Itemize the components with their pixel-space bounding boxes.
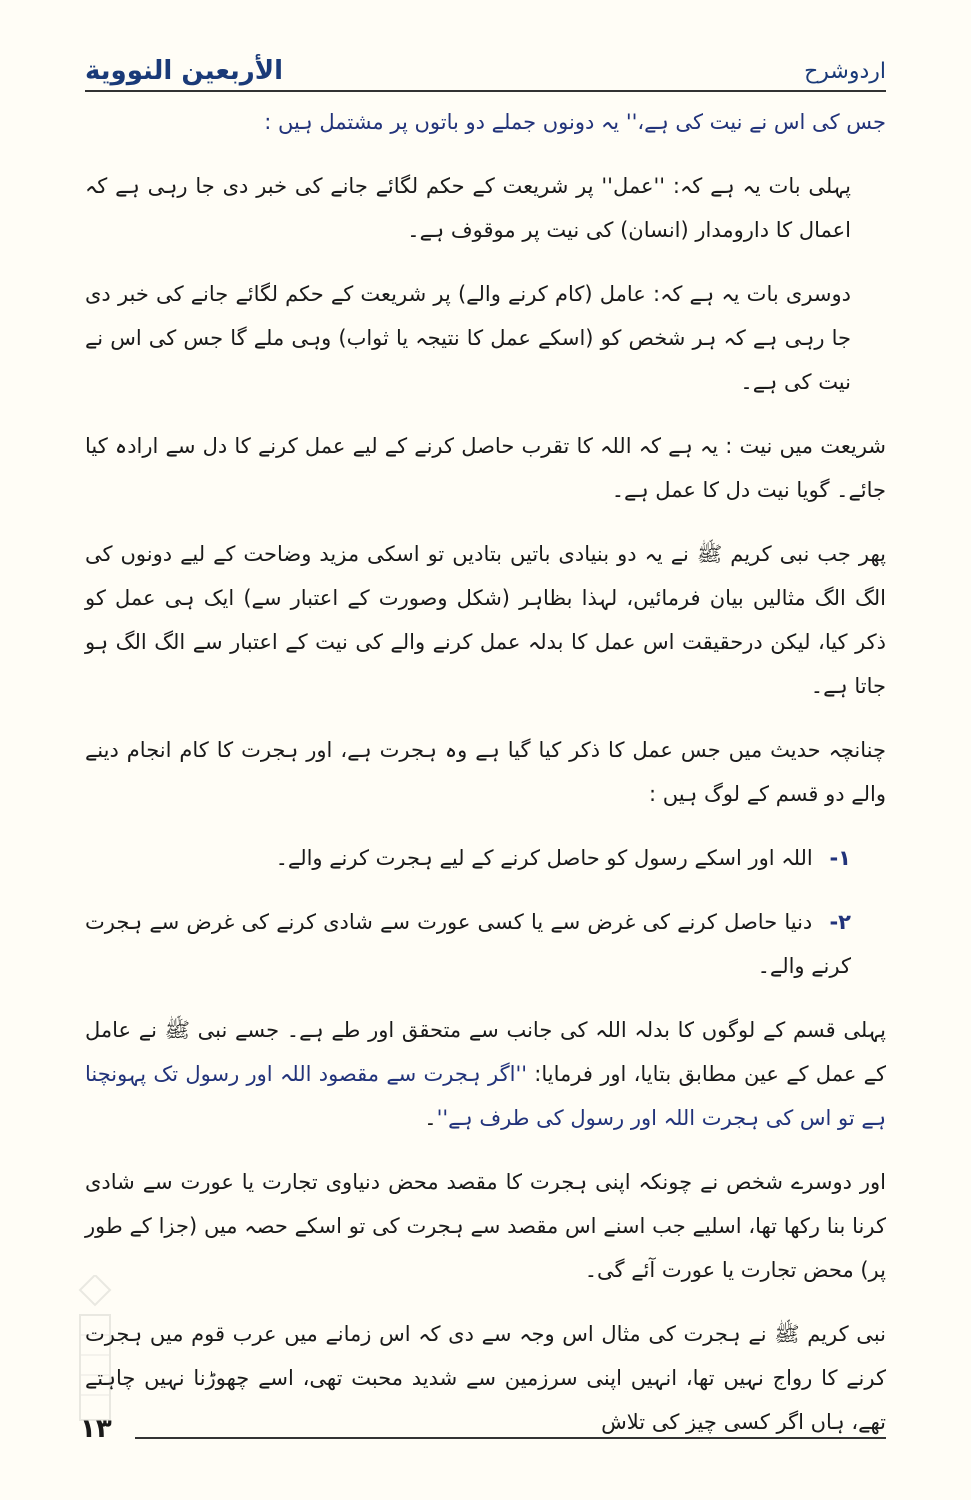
page-body (85, 100, 886, 1464)
page-number: ١٣ (80, 1414, 112, 1444)
footer-divider (135, 1437, 886, 1439)
paragraph-8: اور دوسرے شخص نے چونکہ اپنی ہجرت کا مقصد محض دنیاوی تجارت یا عورت سے شادی کرنا بنا رکھا تھا، اسلیے جب اسنے اس مقصد سے ہجرت کی تو اسکے حصہ میں (جزا کے طور پر) محض تجارت یا عورت آئے گی۔ (85, 1170, 886, 1282)
book-title: الأربعين النووية (85, 56, 284, 86)
list-item-2 (85, 900, 886, 988)
paragraph-3: دوسری بات یہ ہے کہ: عامل (کام کرنے والے) پر شریعت کے حکم لگائے جانے کی خبر دی جا رہی ہے کہ ہر شخص کو (اسکے عمل کا نتیجہ یا ثواب) وہی ملے گا جس کی اس نے نیت کی ہے۔ (85, 282, 851, 394)
paragraph-1: جس کی اس نے نیت کی ہے،'' یہ دونوں جملے دو باتوں پر مشتمل ہیں : (264, 110, 886, 134)
paragraph-2: پہلی بات یہ ہے کہ: ''عمل'' پر شریعت کے حکم لگائے جانے کی خبر دی جا رہی ہے کہ اعمال کا دارومدار (انسان) کی نیت پر موقوف ہے۔ (85, 174, 851, 242)
paragraph-4: شریعت میں نیت : یہ ہے کہ اللہ کا تقرب حاصل کرنے کے لیے عمل کرنے کا دل سے ارادہ کیا جائے۔ گویا نیت دل کا عمل ہے۔ (85, 434, 886, 502)
list-number: ١- (829, 846, 851, 870)
page-header (85, 40, 886, 92)
list-item-1 (85, 836, 886, 880)
paragraph-5: پھر جب نبی کریم ﷺ نے یہ دو بنیادی باتیں بتادیں تو اسکی مزید وضاحت کے لیے دونوں کی الگ الگ مثالیں بیان فرمائیں، لہذا بظاہر (شکل وصورت کے اعتبار سے) ایک ہی عمل کو ذکر کیا، لیکن درحقیقت اس عمل کا بدلہ عمل کرنے والے کی نیت کے اعتبار سے الگ الگ ہو جاتا ہے۔ (85, 542, 886, 698)
paragraph-7-before: پہلی قسم کے لوگوں کا بدلہ اللہ کی جانب سے متحقق اور طے ہے۔ جسے نبی ﷺ نے عامل کے عمل کے عین مطابق بتایا، اور فرمایا: (85, 1018, 886, 1086)
paragraph-6: چنانچہ حدیث میں جس عمل کا ذکر کیا گیا ہے وہ ہجرت ہے، اور ہجرت کا کام انجام دینے والے دو قسم کے لوگ ہیں : (85, 738, 886, 806)
list-number: ٢- (829, 910, 851, 934)
list-text: اللہ اور اسکے رسول کو حاصل کرنے کے لیے ہجرت کرنے والے۔ (275, 846, 813, 870)
section-title: اردوشرح (804, 59, 886, 84)
list-text: دنیا حاصل کرنے کی غرض سے یا کسی عورت سے شادی کرنے کی غرض سے ہجرت کرنے والے۔ (85, 910, 851, 978)
decorative-watermark-icon (75, 1275, 115, 1425)
paragraph-7-after: ۔ (424, 1106, 437, 1130)
hadith-quote: ''اگر ہجرت سے مقصود اللہ اور رسول تک پہونچنا ہے تو اس کی ہجرت اللہ اور رسول کی طرف ہے'' (85, 1062, 886, 1130)
paragraph-7 (85, 1008, 886, 1140)
paragraph-9: نبی کریم ﷺ نے ہجرت کی مثال اس وجہ سے دی کہ اس زمانے میں عرب قوم میں ہجرت کرنے کا رواج نہیں تھا، انہیں اپنی سرزمین سے شدید محبت تھی، اسے چھوڑنا نہیں چاہتے تھے، ہاں اگر کسی چیز کی تلاش (85, 1322, 886, 1434)
